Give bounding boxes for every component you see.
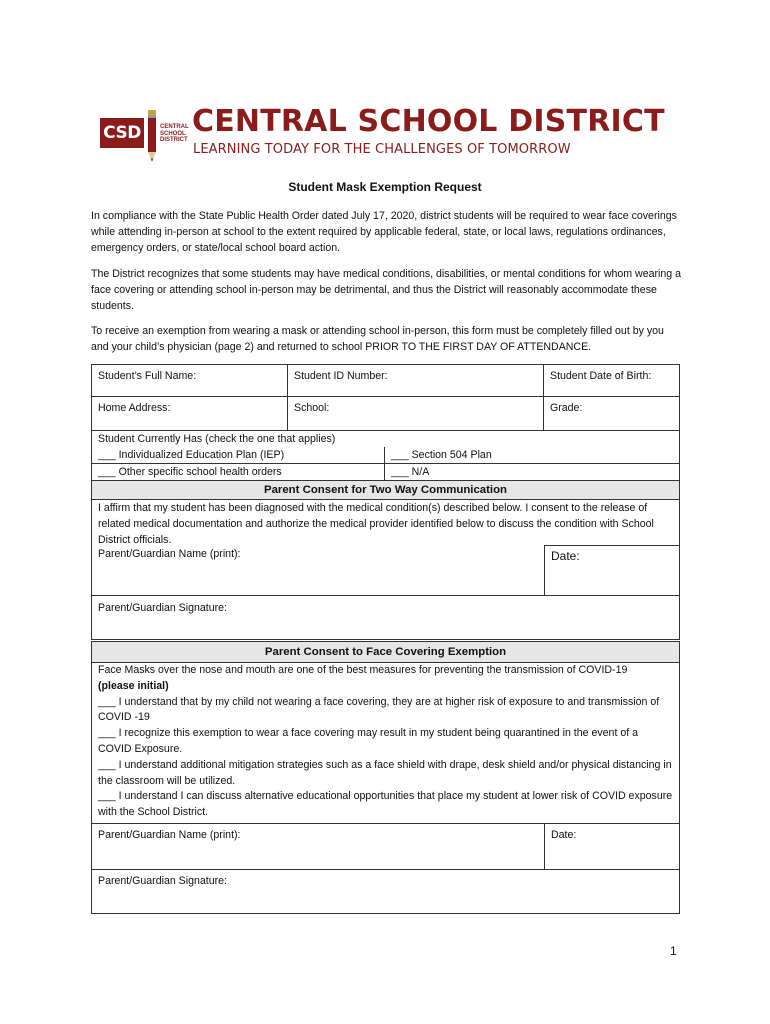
option-iep[interactable]: ___ Individualized Education Plan (IEP) [92, 447, 385, 464]
form-title: Student Mask Exemption Request [288, 180, 482, 194]
option-other-health-orders[interactable]: ___ Other specific school health orders [92, 464, 385, 481]
student-full-name-field[interactable]: Student’s Full Name: [92, 365, 288, 397]
exemption-item-1[interactable]: ___ I understand that by my child not wearing a face covering, they are at higher risk of exposure to and transmission of COVID -19 [98, 695, 660, 724]
district-tagline: LEARNING TODAY FOR THE CHALLENGES OF TOMORROW [193, 142, 571, 157]
communication-signature-table [91, 545, 680, 640]
exemption-body [92, 663, 680, 824]
option-na[interactable]: ___ N/A [385, 464, 680, 481]
communication-parent-name-field[interactable]: Parent/Guardian Name (print): [92, 546, 545, 596]
home-address-field[interactable]: Home Address: [92, 397, 288, 431]
communication-heading: Parent Consent for Two Way Communication [92, 481, 680, 500]
page-number: 1 [670, 944, 677, 958]
currently-has-heading: Student Currently Has (check the one that applies) [92, 431, 680, 448]
communication-signature-field[interactable]: Parent/Guardian Signature: [92, 596, 680, 640]
exemption-signature-field[interactable]: Parent/Guardian Signature: [92, 869, 680, 913]
student-dob-field[interactable]: Student Date of Birth: [544, 365, 680, 397]
exemption-item-4[interactable]: ___ I understand I can discuss alternative educational opportunities that place my student at lower risk of COVID exposure with the School District. [98, 790, 673, 819]
school-field[interactable]: School: [288, 397, 544, 431]
exemption-heading: Parent Consent to Face Covering Exemption [92, 642, 680, 663]
exemption-table [91, 641, 680, 914]
exemption-date-field[interactable]: Date: [545, 823, 680, 869]
intro-paragraph-3: To receive an exemption from wearing a mask or attending school in-person, this form must be completely filled out by you and your child’s physician (page 2) and returned to school PRIOR TO THE FIRST DAY OF ATTENDANCE. [91, 325, 664, 353]
intro-paragraph-1: In compliance with the State Public Health Order dated July 17, 2020, district students will be required to wear face coverings while attending in-person at school to the extent required by applicable federal, state, or local laws, regulations ordinances, emergency orders, or state/local school board action. [91, 210, 677, 254]
option-504[interactable]: ___ Section 504 Plan [385, 447, 680, 464]
currently-has-table [91, 430, 680, 548]
intro-paragraph-2: The District recognizes that some students may have medical conditions, disabilities, or mental conditions for whom wearing a face covering or attending school in-person may be detrimental, and thus the District will reasonably accommodate these students. [91, 268, 681, 312]
mini-district-text: CENTRAL SCHOOL DISTRICT [160, 124, 189, 143]
exemption-item-2[interactable]: ___ I recognize this exemption to wear a face covering may result in my student being quarantined in the event of a COVID Exposure. [98, 727, 639, 755]
exemption-parent-name-field[interactable]: Parent/Guardian Name (print): [92, 823, 545, 869]
district-name: CENTRAL SCHOOL DISTRICT [192, 104, 665, 139]
exemption-item-3[interactable]: ___ I understand additional mitigation strategies such as a face shield with drape, desk shield and/or physical distancing in the classroom will be utilized. [98, 758, 672, 787]
district-logo [100, 104, 680, 162]
communication-text: I affirm that my student has been diagnosed with the medical condition(s) described below. I consent to the release of related medical documentation and authorize the medical provider identified below to discuss the condition with School District officials. [92, 500, 680, 549]
student-info-table [91, 364, 680, 431]
csd-badge: CSD [100, 118, 144, 148]
student-id-field[interactable]: Student ID Number: [288, 365, 544, 397]
communication-date-field[interactable]: Date: [545, 546, 680, 596]
exemption-intro: Face Masks over the nose and mouth are one of the best measures for preventing the transmission of COVID-19 [98, 664, 628, 676]
grade-field[interactable]: Grade: [544, 397, 680, 431]
exemption-initial-note: (please initial) [98, 679, 169, 692]
pencil-icon [146, 110, 158, 162]
